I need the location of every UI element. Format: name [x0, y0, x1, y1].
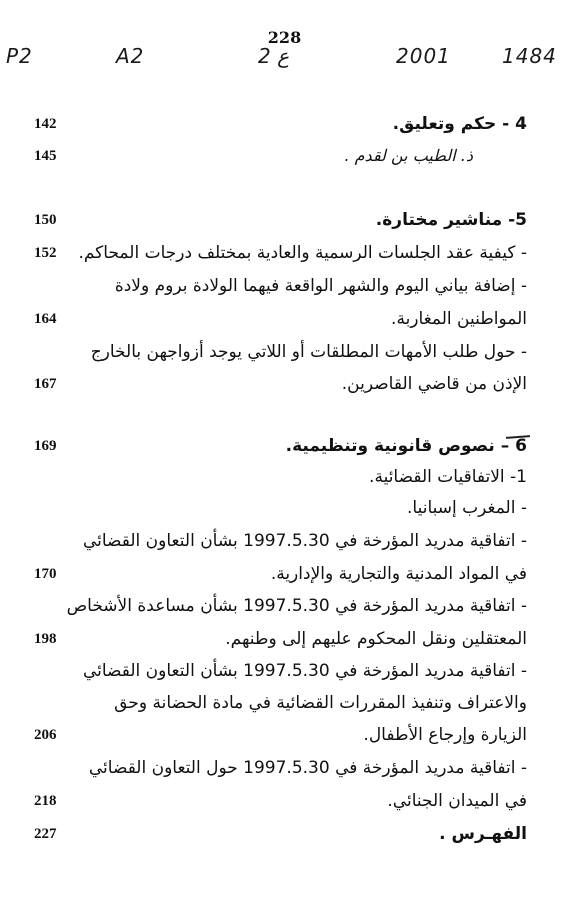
- toc-item-text: في المواد المدنية والتجارية والإدارية.: [270, 564, 527, 584]
- handwritten-note-p2: P2: [6, 44, 33, 68]
- handwritten-note-number: 1484: [502, 44, 557, 68]
- toc-page-number: 169: [34, 438, 57, 454]
- toc-entry: [0, 695, 569, 729]
- toc-item-text: - اتفاقية مدريد المؤرخة في 1997.5.30 بشأن مساعدة الأشخاص: [66, 596, 527, 616]
- toc-item-text: الزيارة وإرجاع الأطفال.: [363, 725, 527, 745]
- toc-page-number: 198: [34, 631, 57, 647]
- toc-entry: [0, 727, 569, 761]
- toc-page-number: 142: [34, 116, 57, 132]
- toc-item-text: المعتقلين ونقل المحكوم عليهم إلى وطنهم.: [225, 629, 527, 649]
- toc-item-text: - المغرب إسبانيا.: [407, 498, 527, 518]
- toc-entry: [0, 663, 569, 697]
- toc-item-text: المواطنين المغاربة.: [391, 309, 527, 329]
- toc-item-text: - كيفية عقد الجلسات الرسمية والعادية بمختلف درجات المحاكم.: [78, 243, 527, 263]
- toc-entry: [0, 500, 569, 534]
- toc-entry: [0, 148, 569, 182]
- toc-entry: [0, 631, 569, 665]
- toc-page-number: 227: [34, 826, 57, 842]
- toc-item-text: - اتفاقية مدريد المؤرخة في 1997.5.30 حول التعاون القضائي: [88, 758, 527, 778]
- toc-item-text: - اتفاقية مدريد المؤرخة في 1997.5.30 بشأن التعاون القضائي: [82, 661, 527, 681]
- toc-entry: [0, 245, 569, 279]
- toc-page-number: 218: [34, 793, 57, 809]
- toc-page-number: 167: [34, 376, 57, 392]
- toc-page-number: 206: [34, 727, 57, 743]
- toc-item-text: - حول طلب الأمهات المطلقات أو اللاتي يوجد أزواجهن بالخارج: [90, 342, 527, 362]
- toc-entry: [0, 793, 569, 827]
- toc-entry: [0, 533, 569, 567]
- handwritten-note-ain2: ع 2: [258, 44, 290, 68]
- toc-subheading: 1- الاتفاقيات القضائية.: [369, 467, 527, 487]
- toc-author: ذ. الطيب بن لقدم .: [344, 146, 473, 165]
- toc-entry: [0, 598, 569, 632]
- toc-index-heading: الفهـرس .: [439, 824, 527, 844]
- toc-entry: [0, 376, 569, 410]
- toc-page-number: 170: [34, 566, 57, 582]
- toc-entry: [0, 566, 569, 600]
- toc-entry: [0, 344, 569, 378]
- handwritten-note-year: 2001: [396, 44, 451, 68]
- page-number: 228: [267, 28, 302, 47]
- toc-item-text: - إضافة بياني اليوم والشهر الواقعة فيهما الولادة بروم ولادة: [114, 276, 527, 296]
- toc-entry: [0, 278, 569, 312]
- toc-item-text: في الميدان الجنائي.: [387, 791, 527, 811]
- toc-section-heading: 5- مناشير مختارة.: [375, 210, 527, 230]
- toc-page-number: 150: [34, 212, 57, 228]
- toc-entry: [0, 826, 569, 860]
- toc-section-heading: 6 – نصوص قانونية وتنظيمية.: [285, 436, 527, 456]
- handwritten-note-a2: A2: [116, 44, 145, 68]
- toc-page-number: 164: [34, 311, 57, 327]
- toc-page-number: 145: [34, 148, 57, 164]
- toc-entry: [0, 760, 569, 794]
- toc-page-number: 152: [34, 245, 57, 261]
- toc-section-heading: 4 - حكم وتعليق.: [392, 114, 527, 134]
- toc-entry: [0, 116, 569, 150]
- toc-item-text: والاعتراف وتنفيذ المقررات القضائية في مادة الحضانة وحق: [114, 693, 527, 713]
- toc-entry: [0, 311, 569, 345]
- toc-item-text: الإذن من قاضي القاصرين.: [341, 374, 527, 394]
- toc-entry: [0, 212, 569, 246]
- toc-item-text: - اتفاقية مدريد المؤرخة في 1997.5.30 بشأن التعاون القضائي: [82, 531, 527, 551]
